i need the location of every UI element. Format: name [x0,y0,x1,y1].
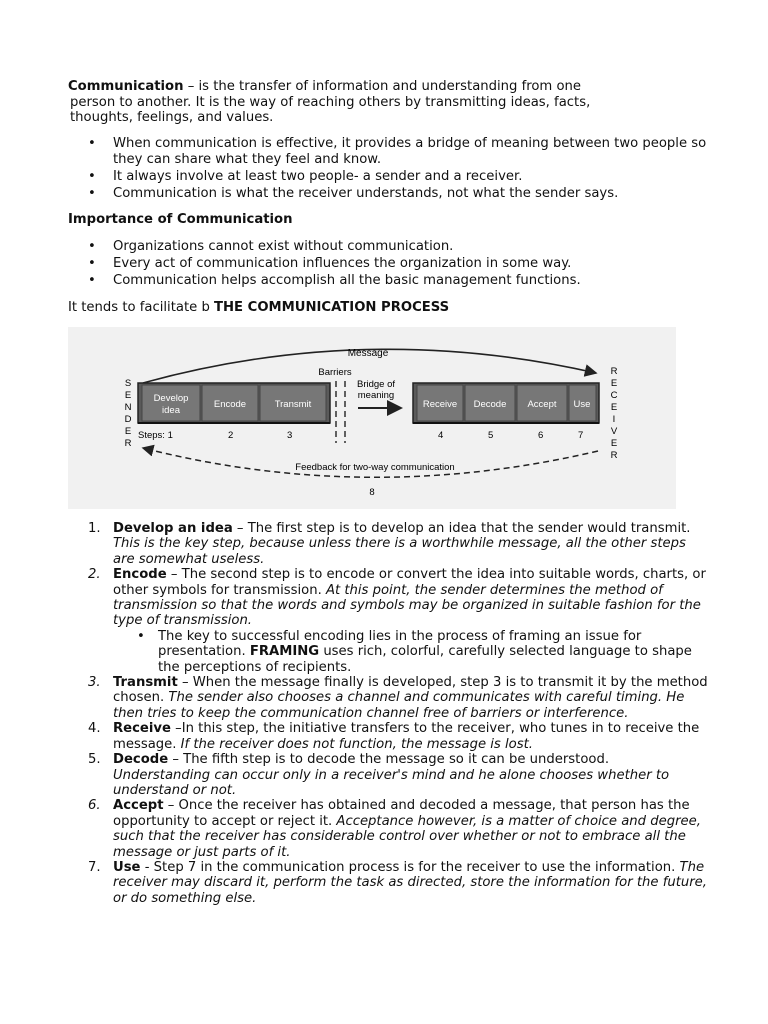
barriers-label: Barriers [318,367,352,378]
svg-text:4: 4 [438,430,444,441]
svg-text:6: 6 [538,430,544,441]
step-numbers [138,430,583,441]
svg-text:Transmit: Transmit [274,399,312,410]
feedback-step-number: 8 [369,487,375,498]
svg-text:Receive: Receive [422,399,458,410]
svg-text:V: V [610,426,618,437]
svg-text:D: D [124,414,132,425]
bullet-icon: • [88,185,96,201]
importance-bullet-list [88,239,708,290]
definition-term: Communication [68,79,184,94]
svg-text:R: R [610,450,618,461]
svg-text:R: R [610,366,618,377]
list-item: • Organizations cannot exist without communication. [88,239,454,254]
svg-text:Decode: Decode [473,399,507,410]
svg-text:S: S [124,378,132,389]
list-item: • Communication helps accomplish all the basic management functions. [88,273,581,288]
svg-text:meaning: meaning [357,390,395,401]
list-item: 6. Accept – Once the receiver has obtained and decoded a message, that person has the opportunity to accept or reject it. Acceptance however, is a matter of choice and degree, such that the receiver has considerable control over whether or not to embrace all the message or just parts of it. [88,798,701,860]
encode-sub-list [113,629,708,675]
bullet-icon: • [88,136,96,151]
svg-text:3: 3 [287,430,293,441]
bridge-label: Bridge of [356,379,396,390]
process-heading: It tends to facilitate b THE COMMUNICATION PROCESS [68,300,450,315]
list-item: 1. Develop an idea – The first step is to develop an idea that the sender would transmit. This is the key step, because unless there is a worthwhile message, all the other steps are somewhat useless. [88,521,691,567]
svg-text:E: E [610,402,618,413]
process-steps-list [88,521,708,906]
importance-heading: Importance of Communication [68,212,293,227]
svg-text:Encode: Encode [213,399,247,410]
svg-text:Steps: 1: Steps: 1 [138,430,173,441]
svg-text:E: E [610,438,618,449]
list-item: 5. Decode – The fifth step is to decode the message so it can be understood. Understanding can occur only in a receiver's mind and he alone chooses whether to understand or not. [88,752,670,798]
svg-text:Develop: Develop [153,393,189,404]
list-item: 7. Use - Step 7 in the communication process is for the receiver to use the information. The receiver may discard it, perform the task as directed, store the information for the future, or do something else. [88,859,707,906]
svg-text:C: C [610,390,618,401]
definition-text-3: thoughts, feelings, and values. [70,110,274,125]
receiver-label [611,366,618,461]
list-item: • Communication is what the receiver understands, not what the sender says. [88,185,619,201]
definition-text-1: – is the transfer of information and understanding from one [183,79,582,94]
bullet-icon: • [88,239,96,254]
list-item: • It always involve at least two people- a sender and a receiver. [88,168,523,184]
svg-text:2: 2 [228,430,234,441]
sender-label [125,378,132,449]
diagram-svg [68,327,676,509]
bullet-icon: • [88,273,96,288]
list-item: 3. Transmit – When the message finally is developed, step 3 is to transmit it by the method chosen. The sender also chooses a channel and communicates with careful timing. He then tries to keep the communication channel free of barriers or interference. [88,675,708,721]
svg-text:Accept: Accept [527,399,557,410]
svg-text:N: N [124,402,132,413]
definition-bullet-list [88,136,708,203]
list-item: • The key to successful encoding lies in the process of framing an issue for presentation. FRAMING uses rich, colorful, carefully selected language to shape the perceptions of recipients. [137,628,692,675]
svg-text:E: E [124,390,132,401]
bullet-icon: • [88,256,96,271]
list-item: 4. Receive –In this step, the initiative transfers to the receiver, who tunes in to receive the message. If the receiver does not function, the message is lost. [88,721,700,752]
list-item: • Every act of communication influences the organization in some way. [88,256,572,271]
svg-text:R: R [124,438,132,449]
svg-text:E: E [610,378,618,389]
svg-text:Use: Use [573,399,591,410]
svg-text:5: 5 [488,430,494,441]
process-title: THE COMMUNICATION PROCESS [214,300,450,315]
communication-process-diagram [68,327,676,509]
communication-definition [68,79,708,126]
message-label: Message [347,348,389,359]
svg-text:7: 7 [578,430,584,441]
bullet-icon: • [137,628,145,644]
list-item: 2. Encode – The second step is to encode or convert the idea into suitable words, charts, or other symbols for transmission. At this point, the sender determines the method of transmission so that the words and symbols may be organized in suitable fashion for the type of transmission. • The key to successful encoding lies in the process of framing an issue for presentation. FRAMING uses rich, colorful, carefully selected language to shape the perceptions of recipients. [88,567,708,675]
definition-text-2: person to another. It is the way of reaching others by transmitting ideas, facts, [70,94,591,110]
svg-text:E: E [124,426,132,437]
bullet-icon: • [88,168,96,184]
svg-text:I: I [612,414,616,425]
list-item: • When communication is effective, it provides a bridge of meaning between two people so they can share what they feel and know. [88,136,707,167]
feedback-label: Feedback for two-way communication [295,462,455,473]
svg-text:idea: idea [162,405,180,416]
